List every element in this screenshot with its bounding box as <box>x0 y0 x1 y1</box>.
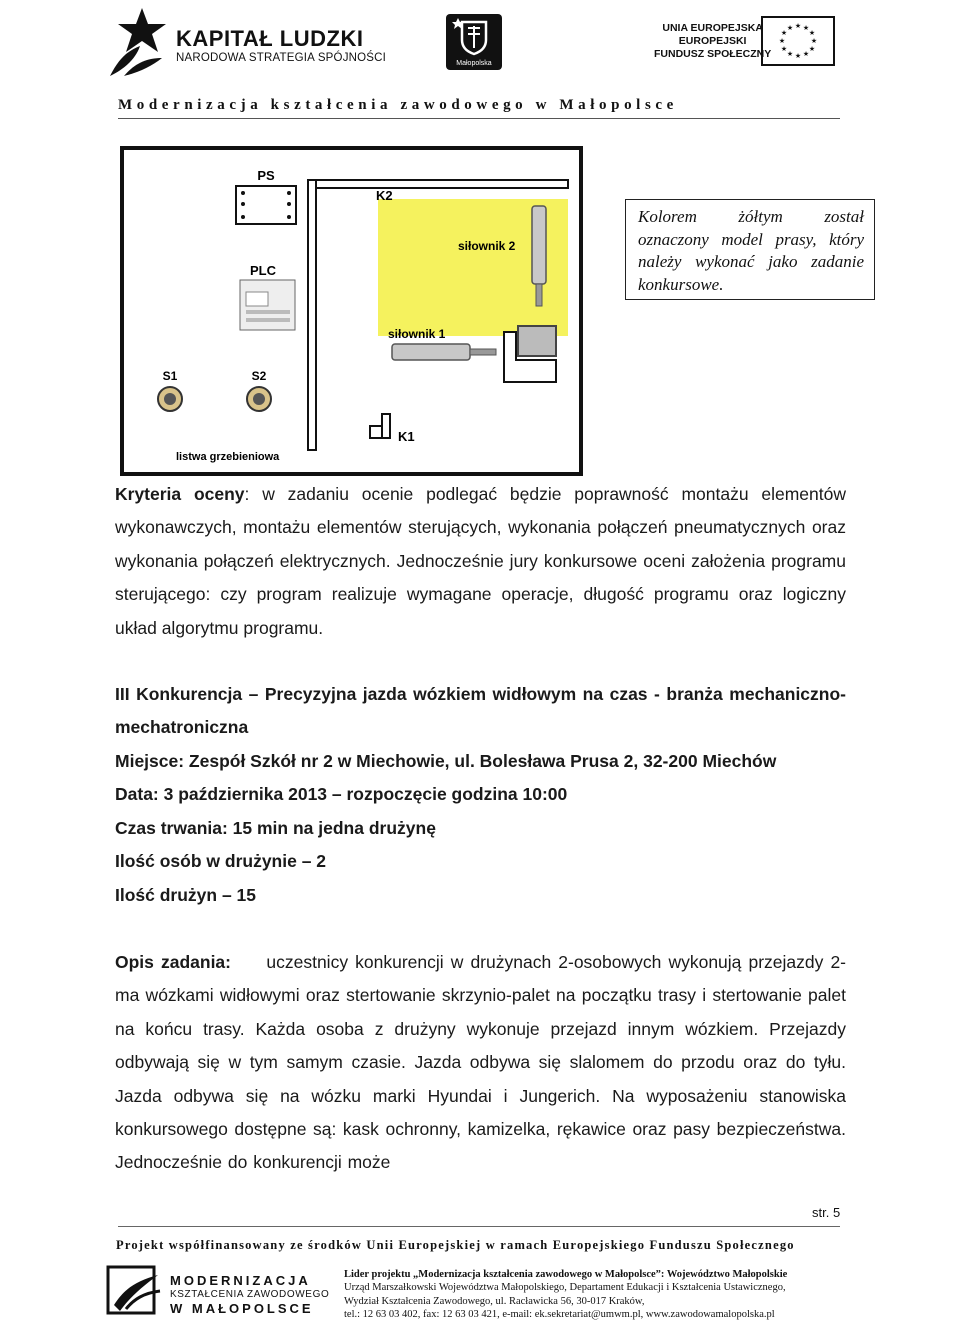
svg-text:★: ★ <box>786 50 794 58</box>
footer-contact: tel.: 12 63 03 402, fax: 12 63 03 421, e-mail: ek.sekretariat@umwm.pl, www.zawodowamalopolska.pl <box>344 1309 775 1321</box>
diagram-caption: Kolorem żółtym został oznaczony model prasy, który należy wykonać jako zadanie konkursowe. <box>625 199 875 300</box>
ps-box <box>236 186 296 224</box>
competition-details <box>115 745 846 912</box>
svg-text:★: ★ <box>808 29 816 37</box>
task-label: Opis zadania: <box>115 952 231 972</box>
criteria-paragraph <box>115 478 846 645</box>
malopolska-crest-icon <box>446 14 502 60</box>
modernizacja-emblem-icon <box>106 1265 164 1315</box>
task-paragraph <box>115 946 846 1180</box>
kapital-ludzki-subtitle: NARODOWA STRATEGIA SPÓJNOŚCI <box>176 52 387 64</box>
footer-logo-line3: W MAŁOPOLSCE <box>170 1301 314 1316</box>
competition-date: Data: 3 października 2013 – rozpoczęcie godzina 10:00 <box>115 784 568 805</box>
footer-divider <box>118 1226 840 1227</box>
cofinanced-line: Projekt współfinansowany ze środków Unii Europejskiej w ramach Europejskiego Funduszu Społecznego <box>116 1238 795 1252</box>
eu-flag-icon <box>761 16 835 66</box>
competition-title: III Konkurencja – Precyzyjna jazda wózkiem widłowym na czas - branża mechaniczno-mechatroniczna <box>115 684 846 738</box>
kapital-ludzki-title: KAPITAŁ LUDZKI <box>176 26 364 51</box>
kapital-ludzki-logo <box>106 6 387 78</box>
ue-line-2: EUROPEJSKI <box>678 35 747 47</box>
svg-text:★: ★ <box>794 22 802 30</box>
silownik2-label: siłownik 2 <box>458 239 516 253</box>
ue-text <box>654 22 771 61</box>
svg-text:★: ★ <box>786 24 794 32</box>
silownik1-label: siłownik 1 <box>388 327 446 341</box>
footer-department: Wydział Kształcenia Zawodowego, ul. Racławicka 56, 30-017 Kraków, <box>344 1295 645 1307</box>
footer-info <box>344 1268 844 1322</box>
competition-teams: Ilość drużyn – 15 <box>115 884 257 905</box>
kapital-ludzki-star-icon <box>106 6 172 78</box>
footer-logo-line1: MODERNIZACJA <box>170 1273 311 1288</box>
svg-text:★: ★ <box>780 45 788 53</box>
criteria-label: Kryteria oceny <box>115 484 245 504</box>
press-model-diagram <box>120 146 583 476</box>
silownik1-cylinder <box>392 344 470 360</box>
svg-text:★: ★ <box>780 29 788 37</box>
s1-label: S1 <box>162 369 178 383</box>
plc-label: PLC <box>250 263 276 278</box>
header-tagline: Modernizacja kształcenia zawodowego w Małopolsce <box>118 97 678 113</box>
silownik2-cylinder <box>532 206 546 284</box>
footer-leader: Lider projektu „Modernizacja kształcenia zawodowego w Małopolsce”: Województwo Małopolskie <box>344 1269 788 1280</box>
k1-label: K1 <box>398 429 415 444</box>
svg-text:★: ★ <box>810 37 818 45</box>
malopolska-logo <box>446 14 502 70</box>
ps-label: PS <box>257 168 275 183</box>
competition-duration: Czas trwania: 15 min na jedna drużynę <box>115 817 436 838</box>
ue-line-1: UNIA EUROPEJSKA <box>662 22 763 34</box>
footer-logo-line2: KSZTAŁCENIA ZAWODOWEGO <box>170 1289 330 1300</box>
competition-persons: Ilość osób w drużynie – 2 <box>115 851 327 872</box>
header-divider <box>118 118 840 119</box>
malopolska-label: Małopolska <box>456 60 492 67</box>
footer-office: Urząd Marszałkowski Województwa Małopolskiego, Departament Edukacji i Kształcenia Ustawicznego, <box>344 1282 786 1294</box>
criteria-text: : w zadaniu ocenie podlegać będzie poprawność montażu elementów wykonawczych, montażu elementów sterujących, wykonania połączeń pneumatycznych oraz wykonania połączeń elektrycznych. Jednocześnie jury konkursowe oceni założenia programu sterującego: czy program realizuje wymagane operacje, długość programu oraz logiczny układ algorytmu programu. <box>115 484 846 638</box>
svg-text:★: ★ <box>808 45 816 53</box>
task-text: uczestnicy konkurencji w drużynach 2-osobowych wykonują przejazdy 2-ma wózkami widłowymi oraz stertowanie skrzynio-palet na początku trasy i stertowanie palet na końcu trasy. Każda osoba z drużyny wykonuje przejazd innym wózkiem. Przejazdy odbywają się w tym samym czasie. Jazda odbywa się slalomem do przodu oraz do tyłu. Jazda odbywa się na wózku marki Hyundai i Jungerich. Na wyposażeniu stanowiska konkursowego dostępne są: kask ochronny, kamizelka, rękawice oraz pasy bezpieczeństwa. Jednocześnie do konkurencji może <box>115 952 847 1173</box>
ue-line-3: FUNDUSZ SPOŁECZNY <box>654 48 772 60</box>
svg-text:★: ★ <box>778 37 786 45</box>
svg-text:★: ★ <box>802 24 810 32</box>
modernizacja-logo <box>106 1265 330 1319</box>
page-number: str. 5 <box>812 1205 841 1220</box>
listwa-label: listwa grzebieniowa <box>176 451 280 463</box>
svg-text:★: ★ <box>794 52 802 60</box>
competition-place: Miejsce: Zespół Szkół nr 2 w Miechowie, ul. Bolesława Prusa 2, 32-200 Miechów <box>115 751 777 771</box>
s2-label: S2 <box>251 369 267 383</box>
press-block <box>518 326 556 356</box>
unia-europejska-logo <box>648 16 838 68</box>
k2-label: K2 <box>376 188 393 203</box>
svg-text:★: ★ <box>802 50 810 58</box>
